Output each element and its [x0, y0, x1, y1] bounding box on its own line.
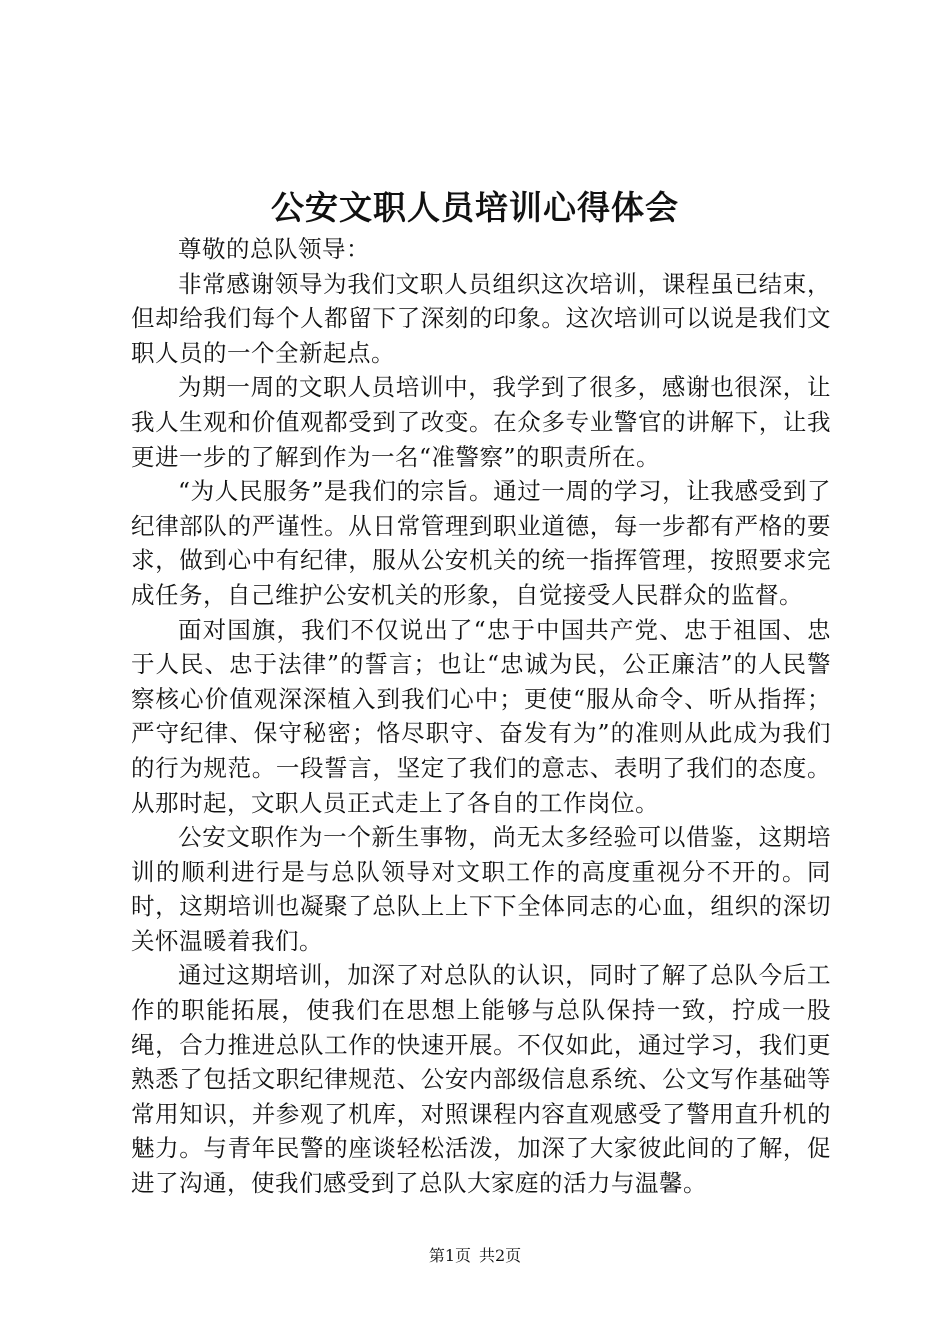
paragraph: 公安文职作为一个新生事物，尚无太多经验可以借鉴，这期培训的顺利进行是与总队领导对文职工作的高度重视分不开的。同时，这期培训也凝聚了总队上上下下全体同志的心血，组织的深切关怀温暖着我们。 [131, 823, 831, 955]
paragraph: “为人民服务”是我们的宗旨。通过一周的学习，让我感受到了纪律部队的严谨性。从日常管理到职业道德，每一步都有严格的要求，做到心中有纪律，服从公安机关的统一指挥管理，按照要求完成任务，自己维护公安机关的形象，自觉接受人民群众的监督。 [131, 477, 831, 609]
paragraph: 通过这期培训，加深了对总队的认识，同时了解了总队今后工作的职能拓展，使我们在思想上能够与总队保持一致，拧成一股绳，合力推进总队工作的快速开展。不仅如此，通过学习，我们更熟悉了包括文职纪律规范、公安内部级信息系统、公文写作基础等常用知识，并参观了机库，对照课程内容直观感受了警用直升机的魅力。与青年民警的座谈轻松活泼，加深了大家彼此间的了解，促进了沟通，使我们感受到了总队大家庭的活力与温馨。 [131, 961, 831, 1198]
document-body [131, 232, 831, 1201]
page-footer [0, 1244, 950, 1268]
salutation: 尊敬的总队领导： [178, 235, 370, 263]
page-number: 第1页 [428, 1246, 471, 1265]
document-title: 公安文职人员培训心得体会 [271, 188, 679, 227]
paragraph: 非常感谢领导为我们文职人员组织这次培训，课程虽已结束，但却给我们每个人都留下了深刻的印象。这次培训可以说是我们文职人员的一个全新起点。 [131, 269, 831, 367]
page-count: 共2页 [479, 1246, 522, 1265]
paragraph: 面对国旗，我们不仅说出了“忠于中国共产党、忠于祖国、忠于人民、忠于法律”的誓言；也让“忠诚为民，公正廉洁”的人民警察核心价值观深深植入到我们心中；更使“服从命令、听从指挥；严守纪律、保守秘密；恪尽职守、奋发有为”的准则从此成为我们的行为规范。一段誓言，坚定了我们的意志、表明了我们的态度。从那时起，文职人员正式走上了各自的工作岗位。 [131, 615, 831, 817]
paragraph: 为期一周的文职人员培训中，我学到了很多，感谢也很深，让我人生观和价值观都受到了改变。在众多专业警官的讲解下，让我更进一步的了解到作为一名“准警察”的职责所在。 [131, 373, 831, 471]
